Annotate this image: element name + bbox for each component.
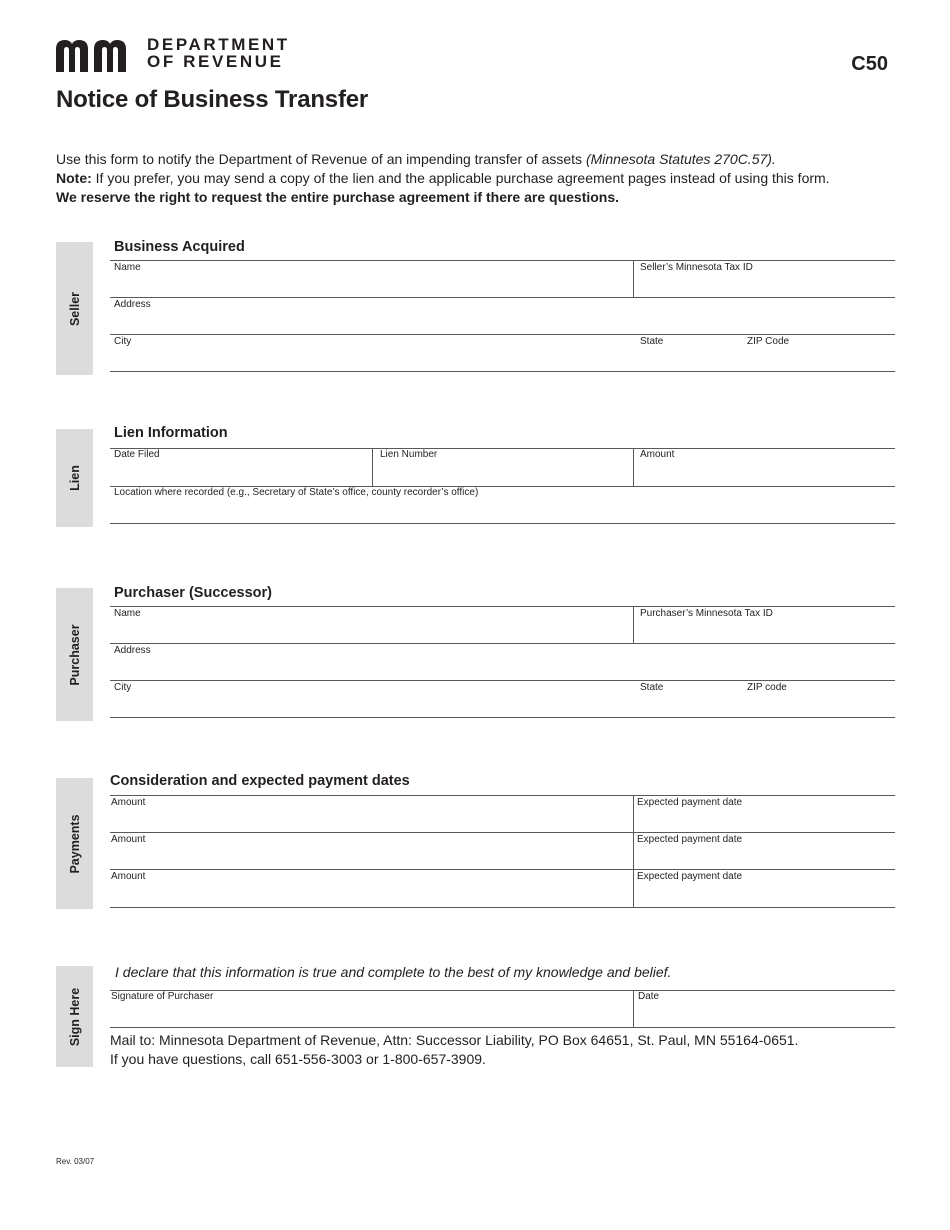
signature-label: Signature of Purchaser	[111, 991, 214, 1002]
lien-number-field[interactable]	[373, 461, 632, 484]
seller-tax-id-field[interactable]	[634, 274, 894, 296]
divider	[110, 869, 895, 870]
seller-zip-label: ZIP Code	[747, 336, 790, 347]
payment-amount-label: Amount	[111, 834, 146, 845]
payment-date-field[interactable]	[634, 883, 894, 905]
divider	[110, 334, 895, 335]
purchaser-zip-label: ZIP code	[747, 682, 787, 693]
mailing-instructions	[110, 1031, 798, 1069]
divider	[110, 795, 895, 796]
seller-zip-field[interactable]	[741, 348, 894, 370]
lien-amount-label: Amount	[640, 449, 675, 460]
lien-amount-field[interactable]	[634, 461, 894, 484]
agency-name	[147, 36, 290, 70]
statute-citation: (Minnesota Statutes 270C.57).	[585, 151, 776, 167]
mail-address: Mail to: Minnesota Department of Revenue, Attn: Successor Liability, PO Box 64651, St. Paul, MN 55164-0651.	[110, 1032, 799, 1048]
payment-amount-field[interactable]	[110, 809, 633, 831]
lien-number-label: Lien Number	[380, 449, 438, 460]
agency-line-2: OF REVENUE	[147, 52, 284, 71]
divider	[110, 297, 895, 298]
intro-note: Note: If you prefer, you may send a copy of the lien and the applicable purchase agreement pages instead of using this form.	[56, 170, 830, 186]
purchaser-address-field[interactable]	[110, 657, 894, 679]
purchaser-tab	[56, 588, 93, 721]
seller-address-label: Address	[114, 299, 151, 310]
purchaser-tax-id-field[interactable]	[634, 620, 894, 642]
sign-tab-label: Sign Here	[67, 987, 82, 1046]
payments-tab-label: Payments	[67, 813, 82, 874]
payment-date-field[interactable]	[634, 809, 894, 831]
intro-reserve: We reserve the right to request the entire purchase agreement if there are questions.	[56, 189, 620, 205]
lien-tab-label: Lien	[67, 465, 82, 491]
seller-state-field[interactable]	[634, 348, 740, 370]
seller-name-label: Name	[114, 262, 141, 273]
purchaser-tax-id-label: Purchaser’s Minnesota Tax ID	[640, 608, 773, 619]
divider	[110, 680, 895, 681]
purchaser-city-field[interactable]	[110, 694, 633, 716]
seller-city-field[interactable]	[110, 348, 633, 370]
seller-name-field[interactable]	[110, 274, 633, 296]
lien-location-label: Location where recorded (e.g., Secretary of State’s office, county recorder’s office)	[114, 487, 479, 498]
divider	[110, 371, 895, 372]
divider	[110, 907, 895, 908]
seller-tab-label: Seller	[67, 291, 82, 326]
seller-tax-id-label: Seller’s Minnesota Tax ID	[640, 262, 753, 273]
sign-date-field[interactable]	[634, 1003, 894, 1026]
lien-tab	[56, 429, 93, 527]
sign-date-label: Date	[638, 991, 660, 1002]
divider	[110, 990, 895, 991]
divider	[110, 260, 895, 261]
lien-heading: Lien Information	[114, 425, 228, 441]
page-title: Notice of Business Transfer	[56, 86, 369, 113]
payments-tab	[56, 778, 93, 909]
declaration-text: I declare that this information is true and complete to the best of my knowledge and belief.	[115, 964, 672, 980]
purchaser-city-label: City	[114, 682, 132, 693]
divider	[110, 523, 895, 524]
agency-line-1: DEPARTMENT	[147, 35, 290, 54]
payments-heading: Consideration and expected payment dates	[110, 773, 410, 789]
lien-location-field[interactable]	[110, 499, 894, 522]
lien-date-filed-field[interactable]	[110, 461, 371, 484]
divider	[110, 1027, 895, 1028]
divider	[110, 606, 895, 607]
purchaser-zip-field[interactable]	[741, 694, 894, 716]
seller-heading: Business Acquired	[114, 239, 245, 255]
payment-date-label: Expected payment date	[637, 871, 743, 882]
seller-state-label: State	[640, 336, 664, 347]
lien-date-filed-label: Date Filed	[114, 449, 160, 460]
divider	[110, 643, 895, 644]
purchaser-heading: Purchaser (Successor)	[114, 585, 272, 601]
purchaser-address-label: Address	[114, 645, 151, 656]
intro-line-1: Use this form to notify the Department of Revenue of an impending transfer of assets (Minnesota Statutes 270C.57).	[56, 151, 776, 167]
sign-tab	[56, 966, 93, 1067]
revision-date: Rev. 03/07	[56, 1157, 95, 1166]
purchaser-state-label: State	[640, 682, 664, 693]
purchaser-tab-label: Purchaser	[67, 623, 82, 686]
form-code: C50	[851, 53, 888, 75]
seller-city-label: City	[114, 336, 132, 347]
payment-amount-field[interactable]	[110, 846, 633, 868]
payment-amount-label: Amount	[111, 871, 146, 882]
note-label: Note:	[56, 170, 92, 186]
purchaser-state-field[interactable]	[634, 694, 740, 716]
payment-date-label: Expected payment date	[637, 797, 743, 808]
divider	[110, 717, 895, 718]
purchaser-name-label: Name	[114, 608, 141, 619]
mn-logo-icon	[56, 40, 136, 72]
intro-text	[56, 150, 916, 207]
payment-date-field[interactable]	[634, 846, 894, 868]
payment-date-label: Expected payment date	[637, 834, 743, 845]
seller-tab	[56, 242, 93, 375]
purchaser-name-field[interactable]	[110, 620, 633, 642]
payment-amount-label: Amount	[111, 797, 146, 808]
signature-field[interactable]	[110, 1003, 633, 1026]
divider	[110, 448, 895, 449]
payment-amount-field[interactable]	[110, 883, 633, 905]
seller-address-field[interactable]	[110, 311, 894, 333]
divider	[110, 832, 895, 833]
phone-info: If you have questions, call 651-556-3003 or 1-800-657-3909.	[110, 1051, 486, 1067]
